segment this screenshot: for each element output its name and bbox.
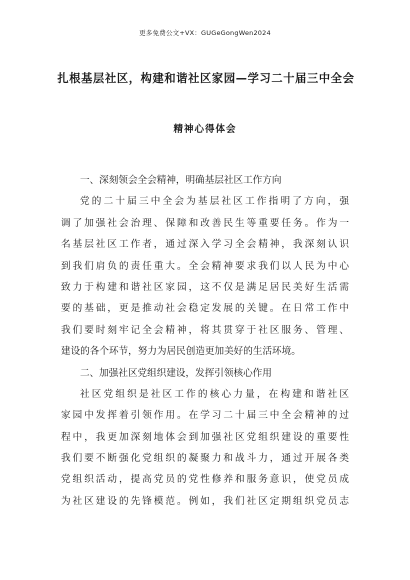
section-heading-2: 二、加强社区党组织建设，发挥引领核心作用 <box>80 367 272 379</box>
paragraph-line: 为社区建设的先锋模范。例如，我们社区定期组织党员志 <box>61 495 349 507</box>
paragraph-line: 党的二十届三中全会为基层社区工作指明了方向，强 <box>80 196 349 208</box>
paragraph-line: 名基层社区工作者，通过深入学习全会精神，我深刻认识 <box>61 239 349 251</box>
paragraph-line: 程中，我更加深刻地体会到加强社区党组织建设的重要性 <box>61 431 349 443</box>
paragraph-line: 调了加强社会治理、保障和改善民生等重要任务。作为一 <box>61 217 349 229</box>
paragraph-line: 我们要不断强化党组织的凝聚力和战斗力，通过开展各类 <box>61 453 349 465</box>
paragraph-line: 建设的各个环节，努力为居民创造更加美好的生活环境。 <box>61 346 301 358</box>
paragraph-line: 党组织活动，提高党员的党性修养和服务意识，使党员成 <box>61 474 349 486</box>
document-body <box>61 170 349 512</box>
paragraph-line: 要的基础，更是推动社会稳定发展的关键。在日常工作中 <box>61 303 349 315</box>
paragraph-line: 致力于构建和谐社区家园，这不仅是满足居民美好生活需 <box>61 281 349 293</box>
paragraph-line: 我们要时刻牢记全会精神，将其贯穿于社区服务、管理、 <box>61 324 349 336</box>
header-note: 更多免费公文+VX：GUGeGongWen2024 <box>139 29 271 37</box>
paragraph-line: 家园中发挥着引领作用。在学习二十届三中全会精神的过 <box>61 410 349 422</box>
document-subtitle: 精神心得体会 <box>173 124 237 135</box>
document-title: 扎根基层社区，构建和谐社区家园—学习二十届三中全会 <box>57 72 355 85</box>
paragraph-line: 社区党组织是社区工作的核心力量，在构建和谐社区 <box>80 388 349 400</box>
section-heading-1: 一、深刻领会全会精神，明确基层社区工作方向 <box>80 175 282 186</box>
paragraph-line: 到我们肩负的责任重大。全会精神要求我们以人民为中心 <box>61 260 349 272</box>
